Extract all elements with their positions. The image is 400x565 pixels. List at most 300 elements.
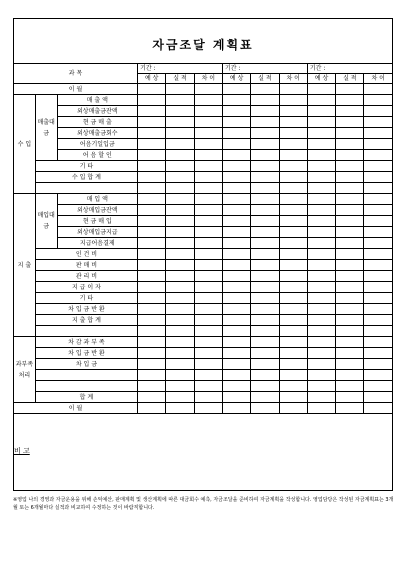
value-cell [251, 106, 279, 117]
value-cell [222, 172, 250, 183]
value-cell [194, 117, 222, 128]
value-cell [194, 271, 222, 282]
value-cell [166, 304, 194, 315]
value-cell [251, 161, 279, 172]
value-cell [222, 183, 250, 194]
value-cell [35, 183, 137, 194]
page-title: 자금조달 계획표 [152, 38, 254, 52]
value-cell [138, 359, 166, 370]
value-cell [222, 260, 250, 271]
value-cell [279, 194, 307, 205]
value-cell [194, 315, 222, 326]
value-cell [138, 161, 166, 172]
value-cell [307, 95, 335, 106]
value-cell [279, 260, 307, 271]
value-cell [138, 403, 166, 414]
row-label: 현 금 매 입 [57, 216, 138, 227]
value-cell [364, 84, 393, 95]
value-cell [336, 227, 364, 238]
period-3-header: 기간 : [307, 64, 392, 74]
value-cell [364, 227, 393, 238]
value-cell [279, 282, 307, 293]
col-actual: 실 적 [251, 74, 279, 84]
value-cell [251, 84, 279, 95]
value-cell [222, 282, 250, 293]
value-cell [138, 95, 166, 106]
table-row [14, 238, 393, 249]
value-cell [194, 304, 222, 315]
value-cell [222, 117, 250, 128]
value-cell [364, 106, 393, 117]
value-cell [138, 370, 166, 381]
value-cell [194, 381, 222, 392]
value-cell [307, 194, 335, 205]
value-cell [307, 403, 335, 414]
value-cell [166, 150, 194, 161]
value-cell [138, 293, 166, 304]
table-row [14, 370, 393, 381]
value-cell [307, 139, 335, 150]
value-cell [194, 183, 222, 194]
value-cell [222, 139, 250, 150]
value-cell [166, 216, 194, 227]
col-expected: 예 상 [307, 74, 335, 84]
value-cell [222, 106, 250, 117]
value-cell [194, 216, 222, 227]
financing-group-label: 과부족처리 [14, 337, 36, 403]
value-cell [222, 403, 250, 414]
row-label: 차 입 금 반 환 [35, 304, 137, 315]
table-row [14, 139, 393, 150]
value-cell [251, 282, 279, 293]
value-cell [194, 348, 222, 359]
value-cell [279, 326, 307, 337]
value-cell [138, 183, 166, 194]
table-row [14, 161, 393, 172]
row-label: 지급어음결제 [57, 238, 138, 249]
table-row [14, 359, 393, 370]
col-expected: 예 상 [222, 74, 250, 84]
row-label: 합 계 [35, 392, 137, 403]
value-cell [166, 238, 194, 249]
value-cell [166, 315, 194, 326]
value-cell [279, 117, 307, 128]
value-cell [336, 172, 364, 183]
value-cell [166, 117, 194, 128]
value-cell [364, 271, 393, 282]
value-cell [166, 370, 194, 381]
value-cell [364, 117, 393, 128]
value-cell [279, 183, 307, 194]
row-label: 기 타 [35, 161, 137, 172]
value-cell [279, 337, 307, 348]
value-cell [307, 150, 335, 161]
table-row [14, 337, 393, 348]
value-cell [279, 205, 307, 216]
row-label: 차 입 금 [35, 359, 137, 370]
row-label [35, 381, 137, 392]
value-cell [279, 381, 307, 392]
carryover-label: 이 월 [14, 84, 138, 95]
purchase-group-label: 매입대금 [35, 194, 57, 249]
value-cell [166, 392, 194, 403]
table-row [14, 183, 393, 194]
value-cell [364, 183, 393, 194]
value-cell [222, 205, 250, 216]
value-cell [251, 194, 279, 205]
value-cell [364, 128, 393, 139]
value-cell [194, 370, 222, 381]
value-cell [307, 227, 335, 238]
value-cell [138, 139, 166, 150]
value-cell [166, 381, 194, 392]
value-cell [251, 403, 279, 414]
value-cell [307, 84, 335, 95]
expense-group-label: 지 출 [14, 194, 36, 337]
value-cell [138, 326, 166, 337]
value-cell [364, 304, 393, 315]
value-cell [138, 282, 166, 293]
table-row [14, 117, 393, 128]
value-cell [251, 227, 279, 238]
value-cell [364, 326, 393, 337]
period-1-header: 기간 : [138, 64, 223, 74]
value-cell [251, 293, 279, 304]
value-cell [251, 139, 279, 150]
value-cell [222, 271, 250, 282]
value-cell [364, 392, 393, 403]
value-cell [138, 315, 166, 326]
value-cell [138, 205, 166, 216]
value-cell [307, 304, 335, 315]
value-cell [222, 150, 250, 161]
value-cell [166, 403, 194, 414]
value-cell [251, 216, 279, 227]
value-cell [166, 326, 194, 337]
value-cell [364, 161, 393, 172]
value-cell [307, 260, 335, 271]
value-cell [336, 161, 364, 172]
value-cell [251, 304, 279, 315]
row-label: 수 입 합 계 [35, 172, 137, 183]
value-cell [166, 84, 194, 95]
value-cell [194, 326, 222, 337]
value-cell [307, 359, 335, 370]
value-cell [251, 95, 279, 106]
col-difference: 차 이 [364, 74, 393, 84]
row-label: 매 출 액 [57, 95, 138, 106]
value-cell [222, 315, 250, 326]
value-cell [166, 293, 194, 304]
value-cell [35, 326, 137, 337]
value-cell [336, 348, 364, 359]
table-row [14, 260, 393, 271]
value-cell [138, 150, 166, 161]
row-label: 어음기일입금 [57, 139, 138, 150]
value-cell [364, 348, 393, 359]
table-row [14, 282, 393, 293]
value-cell [336, 304, 364, 315]
value-cell [336, 106, 364, 117]
value-cell [279, 139, 307, 150]
value-cell [279, 238, 307, 249]
value-cell [364, 337, 393, 348]
value-cell [138, 392, 166, 403]
value-cell [279, 161, 307, 172]
table-row [14, 216, 393, 227]
value-cell [307, 271, 335, 282]
table-row [14, 293, 393, 304]
value-cell [279, 106, 307, 117]
value-cell [307, 172, 335, 183]
value-cell [279, 128, 307, 139]
value-cell [279, 315, 307, 326]
value-cell [166, 172, 194, 183]
value-cell [194, 205, 222, 216]
value-cell [336, 392, 364, 403]
value-cell [279, 216, 307, 227]
value-cell [336, 238, 364, 249]
value-cell [166, 348, 194, 359]
value-cell [166, 205, 194, 216]
value-cell [138, 106, 166, 117]
value-cell [138, 194, 166, 205]
value-cell [336, 315, 364, 326]
funding-plan-table [13, 63, 393, 414]
value-cell [279, 403, 307, 414]
value-cell [307, 183, 335, 194]
value-cell [336, 326, 364, 337]
value-cell [364, 293, 393, 304]
value-cell [336, 150, 364, 161]
value-cell [279, 370, 307, 381]
value-cell [194, 392, 222, 403]
value-cell [336, 95, 364, 106]
value-cell [251, 326, 279, 337]
value-cell [251, 172, 279, 183]
table-row [14, 84, 393, 95]
value-cell [222, 359, 250, 370]
col-expected: 예 상 [138, 74, 166, 84]
sales-group-label: 매출대금 [35, 95, 57, 161]
value-cell [307, 315, 335, 326]
value-cell [364, 403, 393, 414]
value-cell [336, 249, 364, 260]
value-cell [251, 249, 279, 260]
value-cell [194, 337, 222, 348]
value-cell [279, 249, 307, 260]
value-cell [222, 216, 250, 227]
value-cell [307, 106, 335, 117]
value-cell [364, 205, 393, 216]
row-label: 판 매 비 [35, 260, 137, 271]
value-cell [279, 95, 307, 106]
value-cell [336, 381, 364, 392]
value-cell [251, 150, 279, 161]
value-cell [194, 194, 222, 205]
value-cell [251, 392, 279, 403]
value-cell [251, 337, 279, 348]
value-cell [138, 172, 166, 183]
value-cell [279, 293, 307, 304]
value-cell [194, 106, 222, 117]
value-cell [194, 293, 222, 304]
value-cell [166, 183, 194, 194]
value-cell [222, 293, 250, 304]
value-cell [336, 194, 364, 205]
table-row [14, 315, 393, 326]
row-label: 외상매입금잔액 [57, 205, 138, 216]
value-cell [138, 216, 166, 227]
value-cell [364, 260, 393, 271]
value-cell [222, 381, 250, 392]
value-cell [307, 381, 335, 392]
account-header: 과 목 [14, 64, 138, 84]
footnote: ※영업 나의 경영과 자금운용을 위해 손익예산, 판매계획 및 생산계획에 따른 대금회수 예측, 자금조달을 준비하여 자금계획을 작성합니다. 영업담당은 작성된 자금계획표는 3개월 또는 6개월마다 실적과 비교하여 수정하는 것이 바람직합니다. [13, 497, 394, 511]
value-cell [307, 249, 335, 260]
value-cell [194, 172, 222, 183]
value-cell [194, 260, 222, 271]
value-cell [364, 216, 393, 227]
value-cell [138, 337, 166, 348]
value-cell [364, 194, 393, 205]
value-cell [222, 304, 250, 315]
row-label: 인 건 비 [35, 249, 137, 260]
value-cell [251, 370, 279, 381]
table-row [14, 326, 393, 337]
value-cell [194, 139, 222, 150]
value-cell [222, 194, 250, 205]
value-cell [364, 381, 393, 392]
value-cell [138, 128, 166, 139]
value-cell [251, 117, 279, 128]
col-actual: 실 적 [336, 74, 364, 84]
value-cell [336, 337, 364, 348]
value-cell [279, 392, 307, 403]
table-row [14, 205, 393, 216]
value-cell [138, 84, 166, 95]
value-cell [307, 117, 335, 128]
table-row [14, 128, 393, 139]
value-cell [166, 271, 194, 282]
value-cell [279, 348, 307, 359]
value-cell [336, 403, 364, 414]
value-cell [336, 282, 364, 293]
value-cell [364, 249, 393, 260]
row-label: 외상매출금잔액 [57, 106, 138, 117]
value-cell [364, 172, 393, 183]
value-cell [222, 348, 250, 359]
row-label: 지 출 합 계 [35, 315, 137, 326]
table-row [14, 172, 393, 183]
remark-label: 비 고 [14, 447, 30, 455]
value-cell [222, 370, 250, 381]
value-cell [194, 95, 222, 106]
value-cell [336, 216, 364, 227]
value-cell [279, 150, 307, 161]
value-cell [166, 106, 194, 117]
col-difference: 차 이 [279, 74, 307, 84]
value-cell [138, 260, 166, 271]
value-cell [222, 161, 250, 172]
row-label: 차 입 금 반 환 [35, 348, 137, 359]
value-cell [138, 249, 166, 260]
value-cell [336, 128, 364, 139]
value-cell [336, 117, 364, 128]
value-cell [364, 359, 393, 370]
value-cell [364, 95, 393, 106]
value-cell [336, 271, 364, 282]
table-row [14, 348, 393, 359]
value-cell [336, 84, 364, 95]
value-cell [307, 161, 335, 172]
table-row [14, 95, 393, 106]
row-label: 외상매출금회수 [57, 128, 138, 139]
value-cell [222, 249, 250, 260]
value-cell [307, 238, 335, 249]
value-cell [166, 95, 194, 106]
value-cell [222, 326, 250, 337]
row-label: 기 타 [35, 293, 137, 304]
row-label: 지 급 이 자 [35, 282, 137, 293]
value-cell [166, 337, 194, 348]
value-cell [166, 194, 194, 205]
row-label: 외상매입금지급 [57, 227, 138, 238]
value-cell [307, 216, 335, 227]
row-label: 어 음 할 인 [57, 150, 138, 161]
value-cell [251, 271, 279, 282]
value-cell [307, 128, 335, 139]
value-cell [251, 315, 279, 326]
period-2-header: 기간 : [222, 64, 307, 74]
value-cell [166, 359, 194, 370]
table-row [14, 304, 393, 315]
value-cell [138, 227, 166, 238]
value-cell [194, 150, 222, 161]
value-cell [279, 304, 307, 315]
value-cell [166, 282, 194, 293]
table-row [14, 392, 393, 403]
value-cell [336, 139, 364, 150]
value-cell [222, 84, 250, 95]
value-cell [364, 282, 393, 293]
value-cell [166, 128, 194, 139]
value-cell [138, 381, 166, 392]
row-label: 차 감 과 부 족 [35, 337, 137, 348]
value-cell [166, 249, 194, 260]
value-cell [279, 359, 307, 370]
value-cell [194, 161, 222, 172]
value-cell [251, 128, 279, 139]
value-cell [307, 282, 335, 293]
row-label: 관 리 비 [35, 271, 137, 282]
value-cell [194, 282, 222, 293]
value-cell [194, 227, 222, 238]
value-cell [166, 139, 194, 150]
value-cell [194, 249, 222, 260]
value-cell [364, 150, 393, 161]
value-cell [307, 392, 335, 403]
value-cell [166, 161, 194, 172]
value-cell [222, 95, 250, 106]
value-cell [251, 238, 279, 249]
value-cell [336, 260, 364, 271]
value-cell [307, 337, 335, 348]
value-cell [138, 304, 166, 315]
value-cell [364, 315, 393, 326]
value-cell [364, 238, 393, 249]
value-cell [336, 293, 364, 304]
